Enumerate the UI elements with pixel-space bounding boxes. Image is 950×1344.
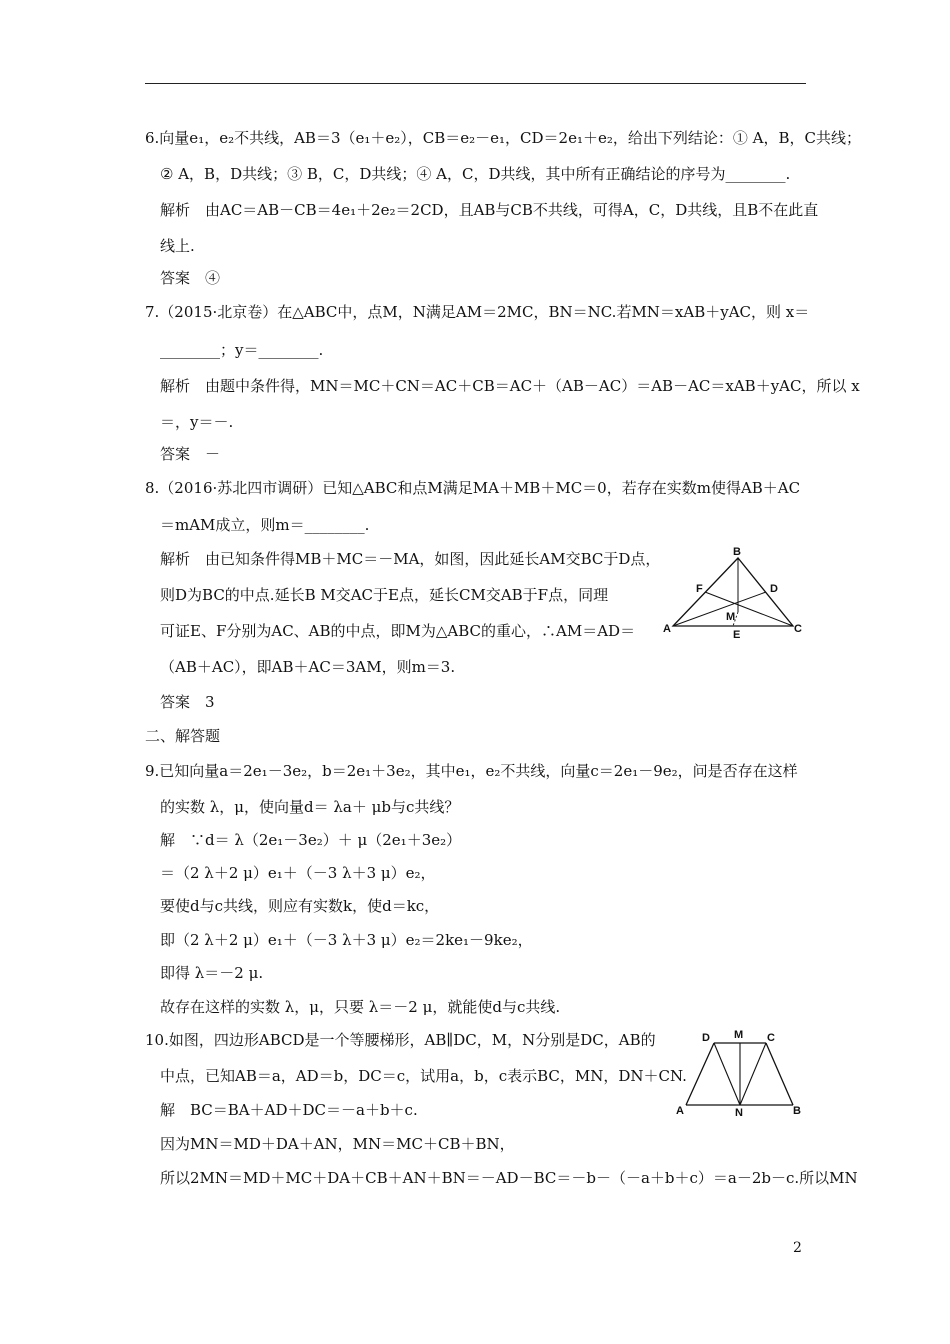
- trapezoid-figure: [672, 1025, 812, 1125]
- fig2-label-b: B: [793, 1105, 801, 1117]
- side-bc: [766, 1043, 793, 1105]
- problem-8-solution-line-2: 则D为BC的中点.延长B M交AC于E点，延长CM交AB于F点，同理: [160, 586, 609, 604]
- problem-9-solution-line-3: 要使d与c共线，则应有实数k，使d＝kc，: [160, 897, 440, 915]
- problem-8-line-1: 8.（2016·苏北四市调研）已知△ABC和点M满足MA＋MB＋MC＝0，若存在实数m使得AB＋AC: [145, 479, 801, 497]
- problem-7-answer: 答案 －: [160, 445, 221, 463]
- header-rule: [145, 83, 806, 84]
- problem-10-line-1: 10.如图，四边形ABCD是一个等腰梯形，AB∥DC，M，N分别是DC，AB的: [145, 1031, 656, 1049]
- problem-10-line-2: 中点，已知AB＝a，AD＝b，DC＝c，试用a，b，c表示BC，MN，DN＋CN.: [160, 1067, 687, 1085]
- problem-10-solution-line-2: 因为MN＝MD＋DA＋AN，MN＝MC＋CB＋BN，: [160, 1135, 515, 1153]
- fig2-label-c: C: [767, 1032, 775, 1044]
- problem-9-line-2: 的实数 λ，μ，使向量d＝ λa＋ μb与c共线？: [160, 798, 460, 816]
- fig2-label-m: M: [734, 1029, 744, 1041]
- problem-7-solution-line-1: 解析 由题中条件得，MN＝MC＋CN＝AC＋CB＝AC＋（AB－AC）＝AB－AC＝xAB＋yAC，所以 x: [160, 377, 860, 395]
- fig2-label-a: A: [676, 1105, 684, 1117]
- fig1-label-f: F: [696, 583, 703, 595]
- problem-9-solution-line-5: 即得 λ＝－2 μ.: [160, 964, 264, 982]
- problem-9-solution-line-4: 即（2 λ＋2 μ）e₁＋（－3 λ＋3 μ）e₂＝2ke₁－9ke₂，: [160, 931, 533, 949]
- fig1-label-m: M: [726, 611, 736, 623]
- segment-cn: [740, 1043, 766, 1105]
- triangle-figure: [660, 540, 810, 650]
- problem-8-line-2: ＝mAM成立，则m＝________.: [160, 516, 370, 534]
- problem-7-solution-line-2: ＝，y＝－.: [160, 413, 234, 431]
- problem-7-line-2: ________；y＝________.: [160, 341, 324, 359]
- problem-10-solution-line-1: 解 BC＝BA＋AD＋DC＝－a＋b＋c.: [160, 1101, 418, 1119]
- problem-7-line-1: 7.（2015·北京卷）在△ABC中，点M，N满足AM＝2MC，BN＝NC.若MN＝xAB＋yAC，则 x＝: [145, 303, 810, 321]
- segment-dn: [714, 1043, 740, 1105]
- section-heading: 二、解答题: [145, 727, 221, 745]
- problem-10-solution-line-3: 所以2MN＝MD＋MC＋DA＋CB＋AN＋BN＝－AD－BC＝－b－（－a＋b＋c）＝a－2b－c.所以MN: [160, 1169, 858, 1187]
- fig1-label-e: E: [733, 629, 741, 641]
- problem-6-answer: 答案 ④: [160, 269, 221, 287]
- problem-8-solution-line-1: 解析 由已知条件得MB＋MC＝－MA，如图，因此延长AM交BC于D点，: [160, 550, 661, 568]
- problem-9-solution-line-2: ＝（2 λ＋2 μ）e₁＋（－3 λ＋3 μ）e₂，: [160, 864, 436, 882]
- side-ad: [686, 1043, 714, 1105]
- page-number: 2: [793, 1240, 802, 1256]
- problem-8-solution-line-3: 可证E、F分别为AC、AB的中点，即M为△ABC的重心，∴AM＝AD＝: [160, 622, 636, 640]
- problem-8-solution-line-4: （AB＋AC），即AB＋AC＝3AM，则m＝3.: [160, 658, 456, 676]
- problem-6-line-1: 6.向量e₁，e₂不共线，AB＝3（e₁＋e₂），CB＝e₂－e₁，CD＝2e₁＋e₂，给出下列结论：① A，B，C共线；: [145, 129, 861, 147]
- fig2-label-n: N: [735, 1107, 743, 1119]
- fig1-label-b: B: [733, 546, 741, 558]
- problem-6-line-2: ② A，B，D共线；③ B，C，D共线；④ A，C，D共线，其中所有正确结论的序号为________.: [160, 165, 791, 183]
- problem-9-solution-line-1: 解 ∵d＝ λ（2e₁－3e₂）＋ μ（2e₁＋3e₂）: [160, 831, 462, 849]
- fig1-label-a: A: [663, 623, 671, 635]
- problem-9-line-1: 9.已知向量a＝2e₁－3e₂，b＝2e₁＋3e₂，其中e₁，e₂不共线，向量c＝2e₁－9e₂，问是否存在这样: [145, 762, 798, 780]
- problem-8-answer: 答案 3: [160, 693, 215, 711]
- problem-9-conclusion: 故存在这样的实数 λ，μ，只要 λ＝－2 μ，就能使d与c共线.: [160, 998, 561, 1016]
- problem-6-solution-line-2: 线上.: [160, 237, 195, 255]
- problem-6-solution-line-1: 解析 由AC＝AB－CB＝4e₁＋2e₂＝2CD，且AB与CB不共线，可得A，C，D共线，且B不在此直: [160, 201, 819, 219]
- fig1-label-c: C: [794, 623, 802, 635]
- fig1-label-d: D: [770, 583, 778, 595]
- fig2-label-d: D: [702, 1032, 710, 1044]
